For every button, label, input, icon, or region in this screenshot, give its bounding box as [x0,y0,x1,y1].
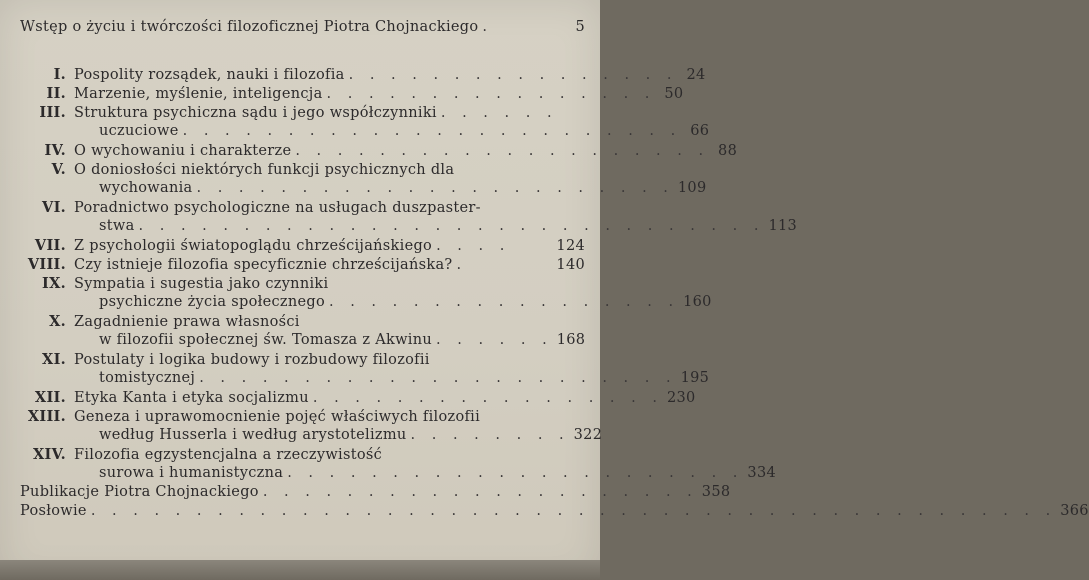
dot-leader: . . . . . . . . . . . . . . . . . . . . . . [287,465,744,481]
toc-title: Postulaty i logika budowy i rozbudowy filozofii [74,352,430,368]
toc-title: Marzenie, myślenie, inteligencja [74,86,323,102]
toc-page-number: 50 [664,86,684,102]
toc-page-number: 168 [556,332,586,348]
toc-title: Geneza i uprawomocnienie pojęć właściwych filozofii [74,409,481,425]
dot-leader: . . . . . . . . . . . . . . . . . . . . . [262,484,698,500]
toc-title: Pospolity rozsądek, nauki i filozofia [74,67,345,83]
toc-entry-chapter-5-cont [20,179,707,198]
dot-leader: . . . . . . . . . . . . . . . . . . . . . . . . [182,123,682,139]
toc-title-continuation: tomistycznej [99,370,196,386]
book-bottom-edge [0,560,600,580]
toc-page-number: 322 [573,427,603,443]
toc-page-number: 160 [683,294,712,310]
chapter-number: V. [51,161,66,178]
chapter-number: X. [49,313,66,330]
toc-page-number: 140 [556,257,585,273]
chapter-number: VII. [34,237,66,254]
chapter-number: XII. [34,389,66,406]
chapter-number: XIV. [33,446,66,463]
toc-page-number: 113 [768,218,798,234]
toc-title: Sympatia i sugestia jako czynniki [74,276,329,292]
toc-title-continuation: psychiczne życia społecznego [99,294,325,310]
dot-leader: . . . . . . . . . . . . . . . . . [312,390,663,406]
toc-entry-chapter-2 [20,84,684,103]
toc-title: Etyka Kanta i etyka socjalizmu [74,390,309,406]
dot-leader: . . . . . . . . . . . . . . . . [326,86,656,102]
toc-entry-chapter-13 [20,407,585,426]
dot-leader: . . . . . . . . . . . . . . . . . . . . . . . . . . . . . . [138,218,765,234]
dot-leader: . . . . . . . . . . . . . . . . . . . . . . . . . . . . . . . . . . . . . . . . . . . . . . [90,503,1057,519]
toc-entry-chapter-9 [20,274,585,293]
dot-leader: . [456,257,468,273]
toc-entry-chapter-6-cont [20,217,798,236]
dot-leader: . . . . . . . . . . . . . . . . . . . . . . . [199,370,677,386]
toc-entry-chapter-14 [20,445,585,464]
toc-entry-afterword [20,502,1089,521]
chapter-number: I. [53,66,66,83]
dot-leader: . . . . . . . . [410,427,570,443]
toc-entry-chapter-13-cont [20,426,603,445]
dot-leader: . [482,19,494,35]
toc-page-number: 24 [686,67,706,83]
toc-entry-chapter-14-cont [20,464,776,483]
toc-page-number: 358 [701,484,731,500]
toc-page-number: 366 [1060,503,1089,519]
toc-entry-chapter-10 [20,312,585,331]
dot-leader: . . . . . . . . . . . . . . . . . . . . [295,143,710,159]
toc-page-number: 124 [556,238,585,254]
toc-title-continuation: wychowania [99,180,193,196]
toc-entry-chapter-8 [20,255,585,274]
dot-leader: . . . . . . [436,332,553,348]
toc-title-continuation: w filozofii społecznej św. Tomasza z Akwinu [99,332,433,348]
chapter-number: VI. [42,199,66,216]
toc-entry-chapter-5 [20,160,585,179]
toc-entry-chapter-4 [20,141,738,160]
dot-leader: . . . . . . . . . . . . . . . . . . . . . . . [196,180,674,196]
toc-page-number: 109 [677,180,707,196]
toc-title: Posłowie [20,503,87,519]
toc-title-continuation: według Husserla i według arystotelizmu [99,427,407,443]
chapter-number: III. [39,104,66,121]
toc-page-number: 334 [747,465,776,481]
toc-page-number: 66 [690,123,710,139]
chapter-number: XIII. [27,408,66,425]
toc-title-continuation: uczuciowe [99,123,179,139]
toc-entry-chapter-1 [20,65,706,84]
toc-title: Wstęp o życiu i twórczości filozoficznej Piotra Chojnackiego [20,19,479,35]
toc-title: Czy istnieje filozofia specyficznie chrześcijańska? [74,257,453,273]
toc-title: Z psychologii światopoglądu chrześcijańskiego [74,238,433,254]
chapter-number: VIII. [27,256,66,273]
toc-entry-chapter-11 [20,350,585,369]
chapter-number: XI. [42,351,66,368]
toc-title: Filozofia egzystencjalna a rzeczywistość [74,447,383,463]
toc-title: O doniosłości niektórych funkcji psychicznych dla [74,162,455,178]
toc-title-continuation: stwa [99,218,135,234]
dot-leader: . . . . . . . . . . . . . . . . . [328,294,680,310]
toc-page-number: 195 [680,370,710,386]
table-of-contents [20,18,1089,521]
toc-entry-chapter-6 [20,198,585,217]
toc-title: Publikacje Piotra Chojnackiego [20,484,259,500]
dot-leader: . . . . . . . . . . . . . . . . [348,67,678,83]
toc-page-number: 230 [666,390,696,406]
chapter-number: IV. [44,142,66,159]
toc-page-number: 88 [718,143,738,159]
toc-entry-chapter-11-cont [20,369,710,388]
toc-entry-chapter-9-cont [20,293,712,312]
dot-leader: . . . . [436,238,511,254]
toc-entry-intro [20,18,585,37]
toc-entry-chapter-12 [20,388,696,407]
toc-title-continuation: surowa i humanistyczna [99,465,284,481]
toc-title: Struktura psychiczna sądu i jego współczynniki [74,105,437,121]
toc-title: O wychowaniu i charakterze [74,143,292,159]
toc-entry-chapter-3-cont [20,122,710,141]
toc-entry-chapter-10-cont [20,331,585,350]
toc-page-number: 5 [575,19,585,35]
toc-entry-chapter-7 [20,236,585,255]
toc-title: Zagadnienie prawa własności [74,314,300,330]
toc-entry-chapter-3 [20,103,585,122]
toc-entry-publications [20,483,731,502]
chapter-number: IX. [42,275,66,292]
dot-leader: . . . . . . [440,105,558,121]
chapter-number: II. [46,85,66,102]
toc-title: Poradnictwo psychologiczne na usługach duszpaster- [74,200,481,216]
